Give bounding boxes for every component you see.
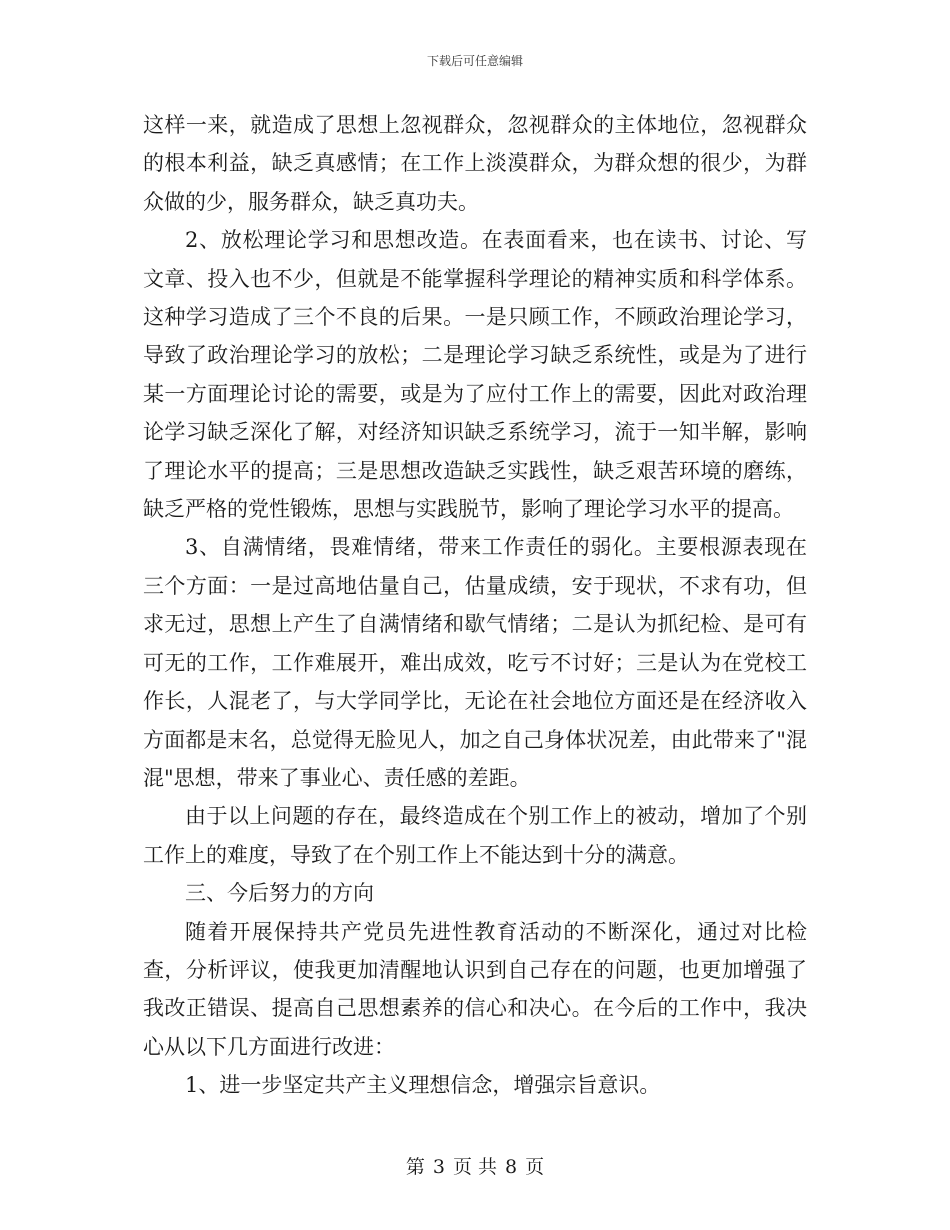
section-heading: 三、今后努力的方向 (185, 881, 374, 906)
page-header-note: 下载后可任意编辑 (426, 54, 523, 68)
footer-prefix: 第 (405, 1156, 425, 1178)
footer-middle: 页 共 (452, 1156, 498, 1178)
paragraph-item-1: 1、进一步坚定共产主义理想信念，增强宗旨意识。 (185, 1073, 661, 1098)
footer-current-page: 3 (432, 1156, 445, 1178)
document-body (143, 106, 807, 1105)
page-footer (0, 1152, 950, 1179)
paragraph-item-3: 3、自满情绪，畏难情绪，带来工作责任的弱化。主要根源表现在三个方面：一是过高地估量自己，估量成绩，安于现状，不求有功，但求无过，思想上产生了自满情绪和歇气情绪；二是认为抓纪检、是可有可无的工作，工作难展开，难出成效，吃亏不讨好；三是认为在党校工作长，人混老了，与大学同学比，无论在社会地位方面还是在经济收入方面都是末名，总觉得无脸见人，加之自己身体状况差，由此带来了"混混"思想，带来了事业心、责任感的差距。 (143, 535, 807, 790)
paragraph-continuation: 这样一来，就造成了思想上忽视群众，忽视群众的主体地位，忽视群众的根本利益，缺乏真感情；在工作上淡漠群众，为群众想的很少，为群众做的少，服务群众，缺乏真功夫。 (143, 113, 807, 214)
footer-suffix: 页 (525, 1156, 545, 1178)
paragraph-summary: 由于以上问题的存在，最终造成在个别工作上的被动，增加了个别工作上的难度，导致了在个别工作上不能达到十分的满意。 (143, 804, 807, 867)
paragraph-intro: 随着开展保持共产党员先进性教育活动的不断深化，通过对比检查，分析评议，使我更加清醒地认识到自己存在的问题，也更加增强了我改正错误、提高自己思想素养的信心和决心。在今后的工作中，我决心从以下几方面进行改进： (143, 919, 807, 1059)
footer-total-pages: 8 (505, 1156, 518, 1178)
paragraph-item-2: 2、放松理论学习和思想改造。在表面看来，也在读书、讨论、写文章、投入也不少，但就是不能掌握科学理论的精神实质和科学体系。这种学习造成了三个不良的后果。一是只顾工作，不顾政治理论学习，导致了政治理论学习的放松；二是理论学习缺乏系统性，或是为了进行某一方面理论讨论的需要，或是为了应付工作上的需要，因此对政治理论学习缺乏深化了解，对经济知识缺乏系统学习，流于一知半解，影响了理论水平的提高；三是思想改造缺乏实践性，缺乏艰苦环境的磨练，缺乏严格的党性锻炼，思想与实践脱节，影响了理论学习水平的提高。 (143, 228, 807, 522)
